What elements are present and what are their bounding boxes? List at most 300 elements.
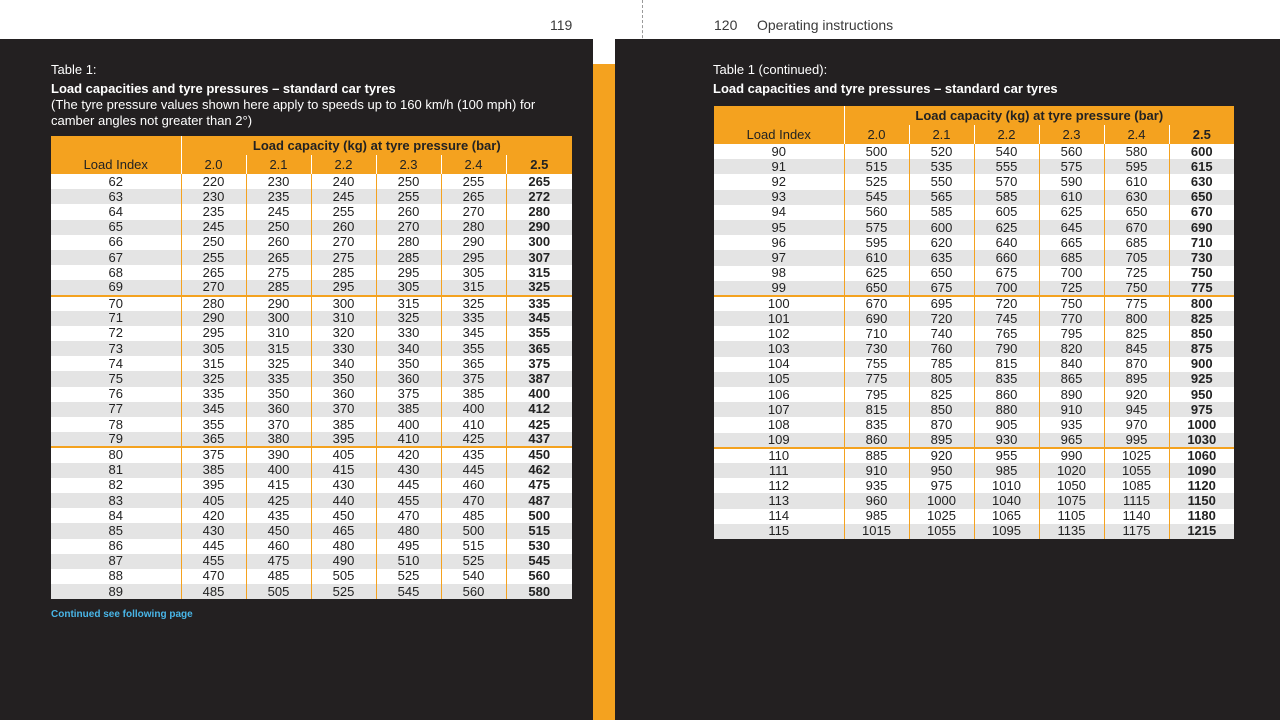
pressure-header: 2.5 [506, 155, 572, 174]
capacity-cell: 400 [506, 387, 572, 402]
capacity-cell: 405 [311, 447, 376, 462]
capacity-cell: 695 [909, 296, 974, 311]
table-row [51, 478, 572, 493]
capacity-cell: 1135 [1039, 524, 1104, 539]
capacity-cell: 355 [506, 326, 572, 341]
capacity-cell: 230 [246, 174, 311, 189]
table-label: Table 1: [51, 62, 97, 77]
capacity-cell: 935 [844, 478, 909, 493]
capacity-cell: 725 [1039, 281, 1104, 296]
table-row [51, 235, 572, 250]
capacity-cell: 800 [1104, 311, 1169, 326]
table-row [51, 554, 572, 569]
capacity-cell: 470 [376, 508, 441, 523]
capacity-cell: 412 [506, 402, 572, 417]
capacity-cell: 710 [1169, 235, 1234, 250]
capacity-cell: 995 [1104, 433, 1169, 448]
capacity-cell: 445 [181, 539, 246, 554]
capacity-cell: 1215 [1169, 524, 1234, 539]
capacity-cell: 455 [376, 493, 441, 508]
capacity-cell: 540 [441, 569, 506, 584]
table-row [51, 311, 572, 326]
table-row [714, 417, 1234, 432]
table-label: Table 1 (continued): [713, 62, 828, 77]
capacity-cell: 920 [1104, 387, 1169, 402]
load-index-cell: 77 [51, 402, 181, 417]
capacity-cell: 1065 [974, 509, 1039, 524]
capacity-cell: 750 [1169, 266, 1234, 281]
table-row [714, 478, 1234, 493]
capacity-cell: 315 [441, 280, 506, 295]
capacity-cell: 390 [246, 447, 311, 462]
capacity-cell: 560 [844, 205, 909, 220]
capacity-cell: 360 [246, 402, 311, 417]
capacity-cell: 360 [311, 387, 376, 402]
capacity-cell: 450 [246, 523, 311, 538]
pressure-header: 2.3 [1039, 125, 1104, 144]
capacity-cell: 650 [909, 266, 974, 281]
capacity-cell: 500 [844, 144, 909, 159]
capacity-cell: 350 [246, 387, 311, 402]
table-row [51, 447, 572, 462]
capacity-cell: 890 [1039, 387, 1104, 402]
capacity-cell: 415 [311, 463, 376, 478]
table-row [714, 357, 1234, 372]
load-index-cell: 62 [51, 174, 181, 189]
capacity-cell: 975 [909, 478, 974, 493]
load-index-cell: 70 [51, 296, 181, 311]
capacity-cell: 860 [974, 387, 1039, 402]
capacity-cell: 550 [909, 174, 974, 189]
capacity-cell: 480 [376, 523, 441, 538]
load-index-cell: 106 [714, 387, 844, 402]
load-index-header: Load Index [714, 106, 844, 144]
table-row [51, 296, 572, 311]
capacity-cell: 265 [441, 189, 506, 204]
capacity-cell: 460 [246, 539, 311, 554]
capacity-cell: 895 [1104, 372, 1169, 387]
capacity-cell: 295 [441, 250, 506, 265]
capacity-cell: 260 [311, 220, 376, 235]
capacity-cell: 705 [1104, 250, 1169, 265]
load-index-cell: 80 [51, 447, 181, 462]
load-index-cell: 112 [714, 478, 844, 493]
capacity-cell: 315 [181, 356, 246, 371]
capacity-cell: 930 [974, 433, 1039, 448]
capacity-cell: 375 [376, 387, 441, 402]
capacity-cell: 600 [909, 220, 974, 235]
capacity-cell: 255 [311, 204, 376, 219]
capacity-cell: 220 [181, 174, 246, 189]
table-row [714, 463, 1234, 478]
capacity-cell: 305 [181, 341, 246, 356]
table-row [714, 296, 1234, 311]
capacity-cell: 700 [974, 281, 1039, 296]
capacity-cell: 775 [1169, 281, 1234, 296]
capacity-cell: 525 [441, 554, 506, 569]
table-row [714, 235, 1234, 250]
load-index-cell: 95 [714, 220, 844, 235]
capacity-cell: 510 [376, 554, 441, 569]
table-row [714, 174, 1234, 189]
capacity-cell: 315 [246, 341, 311, 356]
table-row [714, 190, 1234, 205]
capacity-cell: 905 [974, 417, 1039, 432]
capacity-cell: 375 [506, 356, 572, 371]
capacity-cell: 825 [1169, 311, 1234, 326]
capacity-cell: 565 [909, 190, 974, 205]
capacity-cell: 1105 [1039, 509, 1104, 524]
pressure-header: 2.3 [376, 155, 441, 174]
capacity-cell: 335 [506, 296, 572, 311]
capacity-cell: 765 [974, 326, 1039, 341]
capacity-cell: 470 [181, 569, 246, 584]
table-row [714, 387, 1234, 402]
capacity-cell: 290 [181, 311, 246, 326]
capacity-cell: 545 [376, 584, 441, 599]
capacity-cell: 260 [376, 204, 441, 219]
capacity-cell: 845 [1104, 341, 1169, 356]
capacity-cell: 295 [181, 326, 246, 341]
capacity-cell: 645 [1039, 220, 1104, 235]
capacity-cell: 985 [844, 509, 909, 524]
table-body-left [51, 174, 572, 599]
pressure-header: 2.1 [246, 155, 311, 174]
capacity-cell: 545 [506, 554, 572, 569]
load-index-cell: 102 [714, 326, 844, 341]
capacity-cell: 650 [1169, 190, 1234, 205]
capacity-cell: 720 [974, 296, 1039, 311]
capacity-cell: 255 [441, 174, 506, 189]
capacity-cell: 760 [909, 341, 974, 356]
capacity-cell: 650 [844, 281, 909, 296]
capacity-cell: 245 [311, 189, 376, 204]
pressure-header: 2.0 [844, 125, 909, 144]
table-row [51, 539, 572, 554]
load-index-cell: 103 [714, 341, 844, 356]
capacity-cell: 450 [506, 447, 572, 462]
capacity-cell: 825 [1104, 326, 1169, 341]
table-row [51, 584, 572, 599]
capacity-cell: 250 [376, 174, 441, 189]
capacity-cell: 1015 [844, 524, 909, 539]
capacity-cell: 570 [974, 174, 1039, 189]
capacity-cell: 675 [974, 266, 1039, 281]
capacity-cell: 795 [844, 387, 909, 402]
capacity-cell: 270 [376, 220, 441, 235]
load-index-header: Load Index [51, 136, 181, 174]
capacity-cell: 685 [1039, 250, 1104, 265]
capacity-cell: 315 [506, 265, 572, 280]
capacity-cell: 590 [1039, 174, 1104, 189]
capacity-cell: 335 [181, 387, 246, 402]
capacity-cell: 280 [441, 220, 506, 235]
capacity-cell: 1150 [1169, 493, 1234, 508]
capacity-cell: 295 [311, 280, 376, 295]
capacity-cell: 925 [1169, 372, 1234, 387]
capacity-cell: 965 [1039, 433, 1104, 448]
table-row [51, 463, 572, 478]
table-row [714, 372, 1234, 387]
table-title: Load capacities and tyre pressures – standard car tyres [51, 81, 396, 96]
capacity-cell: 480 [311, 539, 376, 554]
table-row [714, 326, 1234, 341]
table-row [51, 341, 572, 356]
table-row [51, 432, 572, 447]
capacity-cell: 535 [909, 159, 974, 174]
capacity-cell: 460 [441, 478, 506, 493]
capacity-cell: 350 [311, 371, 376, 386]
table-row [51, 220, 572, 235]
capacity-cell: 290 [441, 235, 506, 250]
table-row [51, 326, 572, 341]
load-index-cell: 81 [51, 463, 181, 478]
capacity-cell: 560 [506, 569, 572, 584]
table-row [51, 189, 572, 204]
table-row [714, 266, 1234, 281]
capacity-cell: 690 [1169, 220, 1234, 235]
capacity-cell: 1085 [1104, 478, 1169, 493]
table-row [51, 523, 572, 538]
capacity-cell: 600 [1169, 144, 1234, 159]
table-row [714, 448, 1234, 463]
capacity-cell: 395 [311, 432, 376, 447]
capacity-cell: 815 [974, 357, 1039, 372]
capacity-cell: 800 [1169, 296, 1234, 311]
capacity-cell: 900 [1169, 357, 1234, 372]
table-row [51, 508, 572, 523]
capacity-cell: 275 [246, 265, 311, 280]
capacity-cell: 300 [506, 235, 572, 250]
table-title: Load capacities and tyre pressures – standard car tyres [713, 81, 1058, 96]
capacity-cell: 325 [376, 311, 441, 326]
capacity-cell: 605 [974, 205, 1039, 220]
capacity-cell: 580 [506, 584, 572, 599]
capacity-cell: 355 [441, 341, 506, 356]
capacity-cell: 850 [909, 402, 974, 417]
capacity-cell: 770 [1039, 311, 1104, 326]
capacity-cell: 410 [441, 417, 506, 432]
capacity-cell: 330 [311, 341, 376, 356]
capacity-cell: 430 [181, 523, 246, 538]
capacity-cell: 745 [974, 311, 1039, 326]
capacity-cell: 1025 [1104, 448, 1169, 463]
capacity-cell: 500 [506, 508, 572, 523]
page-edge-strip [593, 64, 615, 720]
capacity-cell: 485 [441, 508, 506, 523]
capacity-cell: 365 [181, 432, 246, 447]
capacity-cell: 835 [844, 417, 909, 432]
capacity-cell: 465 [311, 523, 376, 538]
capacity-cell: 860 [844, 433, 909, 448]
capacity-cell: 280 [376, 235, 441, 250]
capacity-cell: 345 [181, 402, 246, 417]
capacity-cell: 280 [506, 204, 572, 219]
capacity-cell: 595 [844, 235, 909, 250]
capacity-cell: 355 [181, 417, 246, 432]
load-index-cell: 65 [51, 220, 181, 235]
capacity-cell: 420 [181, 508, 246, 523]
capacity-cell: 305 [376, 280, 441, 295]
capacity-cell: 750 [1039, 296, 1104, 311]
capacity-cell: 595 [1104, 159, 1169, 174]
capacity-cell: 387 [506, 371, 572, 386]
capacity-cell: 700 [1039, 266, 1104, 281]
left-table-heading [51, 62, 581, 129]
capacity-cell: 400 [376, 417, 441, 432]
capacity-cell: 400 [441, 402, 506, 417]
pressure-header: 2.4 [441, 155, 506, 174]
capacity-cell: 610 [1039, 190, 1104, 205]
capacity-cell: 515 [441, 539, 506, 554]
capacity-cell: 945 [1104, 402, 1169, 417]
capacity-cell: 470 [441, 493, 506, 508]
capacity-cell: 610 [1104, 174, 1169, 189]
load-index-cell: 82 [51, 478, 181, 493]
capacity-cell: 525 [376, 569, 441, 584]
capacity-cell: 670 [844, 296, 909, 311]
capacity-cell: 485 [246, 569, 311, 584]
capacity-cell: 675 [909, 281, 974, 296]
load-index-cell: 114 [714, 509, 844, 524]
capacity-cell: 435 [441, 447, 506, 462]
load-index-cell: 72 [51, 326, 181, 341]
capacity-cell: 305 [441, 265, 506, 280]
capacity-cell: 650 [1104, 205, 1169, 220]
load-index-cell: 85 [51, 523, 181, 538]
capacity-cell: 620 [909, 235, 974, 250]
capacity-cell: 255 [376, 189, 441, 204]
capacity-cell: 445 [441, 463, 506, 478]
capacity-cell: 1075 [1039, 493, 1104, 508]
capacity-cell: 300 [246, 311, 311, 326]
capacity-cell: 1060 [1169, 448, 1234, 463]
capacity-cell: 625 [844, 266, 909, 281]
load-index-cell: 97 [714, 250, 844, 265]
capacity-cell: 410 [376, 432, 441, 447]
page-number-left: 119 [550, 17, 573, 33]
load-index-cell: 83 [51, 493, 181, 508]
load-index-cell: 111 [714, 463, 844, 478]
load-index-cell: 73 [51, 341, 181, 356]
capacity-cell: 345 [506, 311, 572, 326]
capacity-cell: 230 [181, 189, 246, 204]
capacity-cell: 975 [1169, 402, 1234, 417]
capacity-cell: 1000 [909, 493, 974, 508]
capacity-cell: 1010 [974, 478, 1039, 493]
capacity-cell: 660 [974, 250, 1039, 265]
table-row [714, 493, 1234, 508]
capacity-cell: 285 [311, 265, 376, 280]
capacity-cell: 345 [441, 326, 506, 341]
pressure-header: 2.1 [909, 125, 974, 144]
capacity-cell: 340 [311, 356, 376, 371]
capacity-cell: 1020 [1039, 463, 1104, 478]
capacity-cell: 990 [1039, 448, 1104, 463]
table-row [51, 265, 572, 280]
pressure-header: 2.5 [1169, 125, 1234, 144]
load-index-cell: 113 [714, 493, 844, 508]
continued-note: Continued see following page [51, 609, 193, 620]
capacity-cell: 630 [1104, 190, 1169, 205]
load-index-cell: 74 [51, 356, 181, 371]
capacity-cell: 360 [376, 371, 441, 386]
capacity-cell: 485 [181, 584, 246, 599]
capacity-cell: 265 [506, 174, 572, 189]
capacity-cell: 255 [181, 250, 246, 265]
capacity-cell: 835 [974, 372, 1039, 387]
capacity-cell: 850 [1169, 326, 1234, 341]
capacity-cell: 805 [909, 372, 974, 387]
page-number-right: 120 [714, 17, 738, 33]
capacity-cell: 440 [311, 493, 376, 508]
capacity-cell: 670 [1169, 205, 1234, 220]
capacity-cell: 725 [1104, 266, 1169, 281]
capacity-cell: 245 [246, 204, 311, 219]
capacity-cell: 462 [506, 463, 572, 478]
table-row [51, 387, 572, 402]
capacity-cell: 290 [506, 220, 572, 235]
load-index-cell: 108 [714, 417, 844, 432]
capacity-cell: 500 [441, 523, 506, 538]
table-row [51, 250, 572, 265]
capacity-cell: 490 [311, 554, 376, 569]
load-index-cell: 66 [51, 235, 181, 250]
capacity-cell: 1180 [1169, 509, 1234, 524]
load-index-cell: 69 [51, 280, 181, 295]
capacity-cell: 1025 [909, 509, 974, 524]
table-row [714, 433, 1234, 448]
capacity-cell: 445 [376, 478, 441, 493]
load-index-cell: 87 [51, 554, 181, 569]
capacity-cell: 505 [246, 584, 311, 599]
capacity-cell: 515 [506, 523, 572, 538]
capacity-cell: 585 [974, 190, 1039, 205]
load-index-cell: 84 [51, 508, 181, 523]
capacity-cell: 450 [311, 508, 376, 523]
table-note: (The tyre pressure values shown here apply to speeds up to 160 km/h (100 mph) for camber angles not greater than 2°) [51, 97, 536, 128]
capacity-cell: 335 [441, 311, 506, 326]
load-index-cell: 105 [714, 372, 844, 387]
page-header-title: Operating instructions [757, 17, 894, 33]
capacity-cell: 265 [181, 265, 246, 280]
load-index-cell: 110 [714, 448, 844, 463]
capacity-cell: 1000 [1169, 417, 1234, 432]
pressure-header: 2.0 [181, 155, 246, 174]
capacity-cell: 310 [311, 311, 376, 326]
capacity-cell: 250 [246, 220, 311, 235]
capacity-cell: 272 [506, 189, 572, 204]
capacity-cell: 270 [311, 235, 376, 250]
capacity-cell: 1090 [1169, 463, 1234, 478]
capacity-cell: 375 [181, 447, 246, 462]
capacity-cell: 750 [1104, 281, 1169, 296]
capacity-cell: 880 [974, 402, 1039, 417]
capacity-cell: 385 [311, 417, 376, 432]
capacity-cell: 1050 [1039, 478, 1104, 493]
capacity-cell: 365 [441, 356, 506, 371]
capacity-cell: 985 [974, 463, 1039, 478]
load-index-cell: 100 [714, 296, 844, 311]
table-row [714, 144, 1234, 159]
capacity-cell: 385 [181, 463, 246, 478]
capacity-cell: 815 [844, 402, 909, 417]
capacity-cell: 425 [506, 417, 572, 432]
capacity-cell: 520 [909, 144, 974, 159]
capacity-cell: 415 [246, 478, 311, 493]
capacity-cell: 487 [506, 493, 572, 508]
table-row [51, 493, 572, 508]
